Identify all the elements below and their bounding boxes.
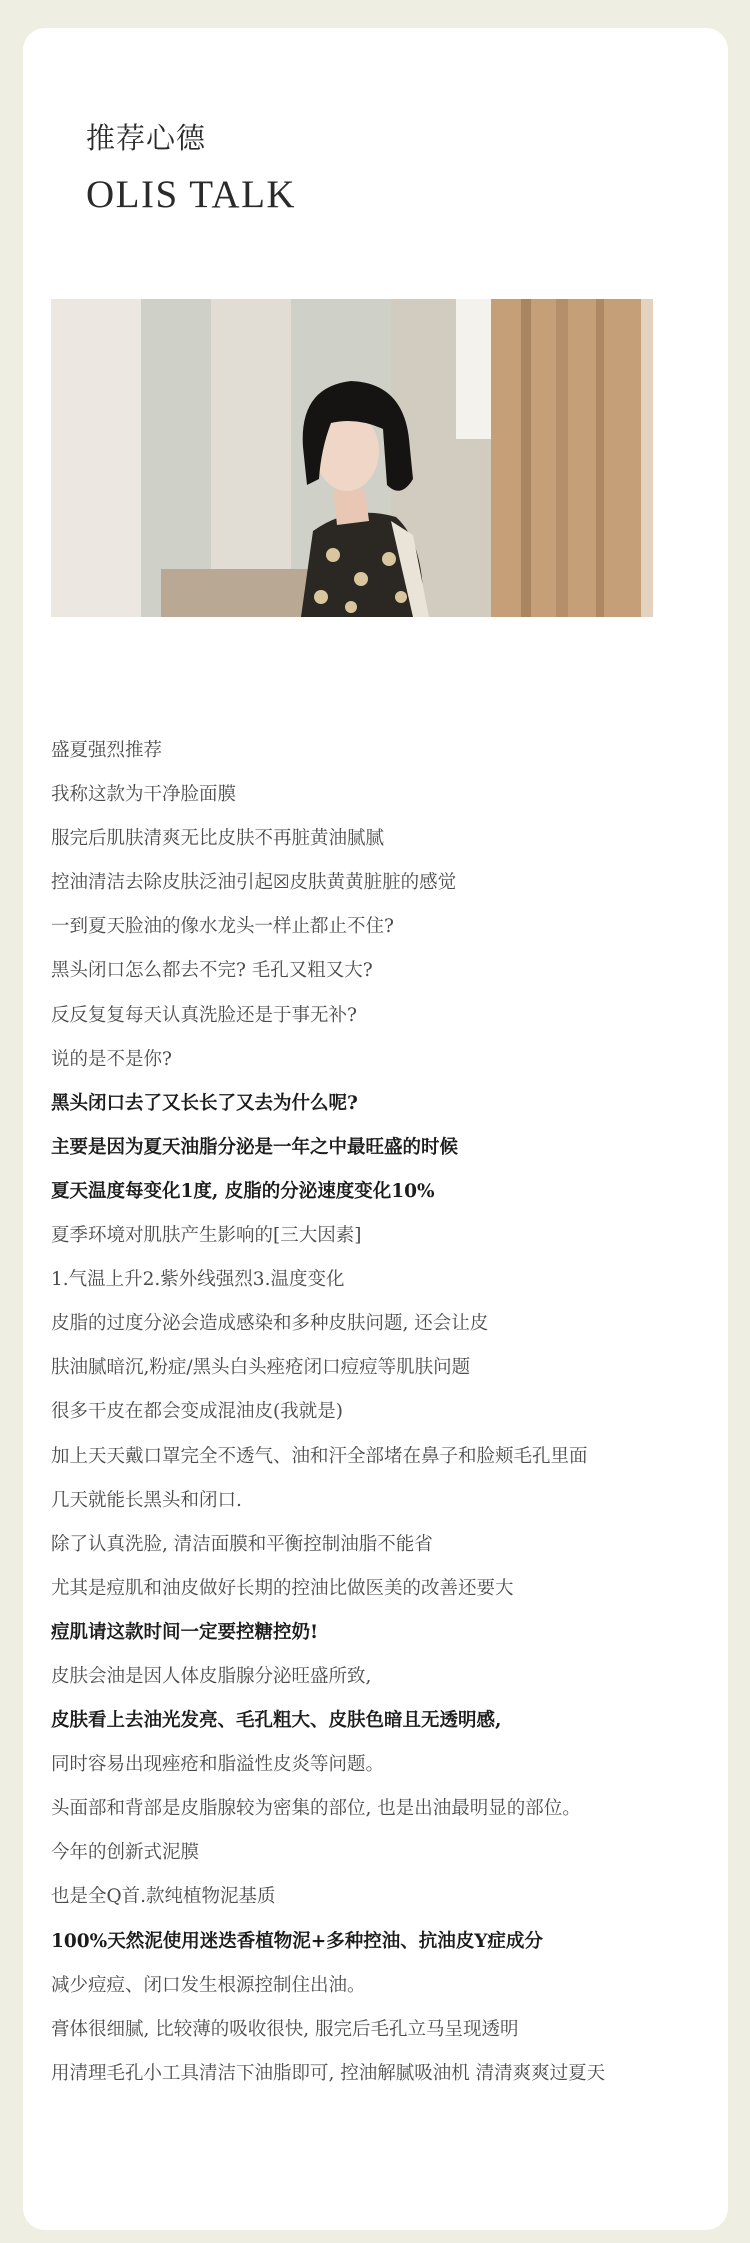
body-line: 用清理毛孔小工具清洁下油脂即可, 控油解腻吸油机 清清爽爽过夏天	[51, 2062, 606, 2084]
body-line: 加上天天戴口罩完全不透气、油和汗全部堵在鼻子和脸颊毛孔里面	[51, 1445, 588, 1467]
body-line: 盛夏强烈推荐	[51, 740, 163, 761]
body-line: 反反复复每天认真洗脸还是于事无补?	[51, 1004, 357, 1026]
body-line: 夏季环境对肌肤产生影响的[三大因素]	[51, 1225, 362, 1247]
body-line: 减少痘痘、闭口发生根源控制住出油。	[51, 1974, 366, 1996]
body-line: 黑头闭口去了又长长了又去为什么呢?	[51, 1092, 358, 1114]
body-line: 头面部和背部是皮脂腺较为密集的部位, 也是出油最明显的部位。	[51, 1798, 581, 1820]
body-line: 同时容易出现痤疮和脂溢性皮炎等问题。	[51, 1754, 385, 1776]
body-line: 控油清洁去除皮肤泛油引起☒皮肤黄黄脏脏的感觉	[51, 872, 457, 894]
body-line: 除了认真洗脸, 清洁面膜和平衡控制油脂不能省	[51, 1533, 433, 1555]
body-line: 主要是因为夏天油脂分泌是一年之中最旺盛的时候	[51, 1136, 459, 1158]
body-line: 尤其是痘肌和油皮做好长期的控油比做医美的改善还要大	[51, 1577, 514, 1599]
section-heading	[86, 121, 297, 216]
heading-title-en: OLIS TALK	[86, 173, 297, 216]
body-line: 皮肤会油是因人体皮脂腺分泌旺盛所致,	[51, 1665, 372, 1687]
body-line: 黑头闭口怎么都去不完? 毛孔又粗又大?	[51, 960, 373, 982]
body-line: 也是全Q首.款纯植物泥基质	[51, 1886, 276, 1908]
body-line: 今年的创新式泥膜	[51, 1842, 200, 1864]
model-photo	[51, 299, 653, 617]
heading-title-cn: 推荐心德	[86, 121, 207, 155]
body-line: 很多干皮在都会变成混油皮(我就是)	[51, 1401, 343, 1423]
body-line: 说的是不是你?	[51, 1048, 172, 1070]
body-line: 1.气温上升2.紫外线强烈3.温度变化	[51, 1269, 345, 1291]
article-body	[51, 729, 691, 2096]
body-line: 膏体很细腻, 比较薄的吸收很快, 服完后毛孔立马呈现透明	[51, 2018, 519, 2040]
body-line: 服完后肌肤清爽无比皮肤不再脏黄油腻腻	[51, 828, 385, 850]
body-line: 夏天温度每变化1度, 皮脂的分泌速度变化10%	[51, 1180, 435, 1202]
body-line: 皮肤看上去油光发亮、毛孔粗大、皮肤色暗且无透明感,	[51, 1710, 502, 1732]
body-line: 肤油腻暗沉,粉症/黑头白头痤疮闭口痘痘等肌肤问题	[51, 1357, 471, 1379]
body-line: 几天就能长黑头和闭口.	[51, 1489, 242, 1511]
body-line: 100%天然泥使用迷迭香植物泥+多种控油、抗油皮Y症成分	[51, 1930, 543, 1952]
body-line: 痘肌请这款时间一定要控糖控奶!	[51, 1621, 319, 1643]
body-line: 一到夏天脸油的像水龙头一样止都止不住?	[51, 916, 394, 938]
body-line: 我称这款为干净脸面膜	[51, 784, 237, 806]
body-line: 皮脂的过度分泌会造成感染和多种皮肤问题, 还会让皮	[51, 1313, 489, 1335]
